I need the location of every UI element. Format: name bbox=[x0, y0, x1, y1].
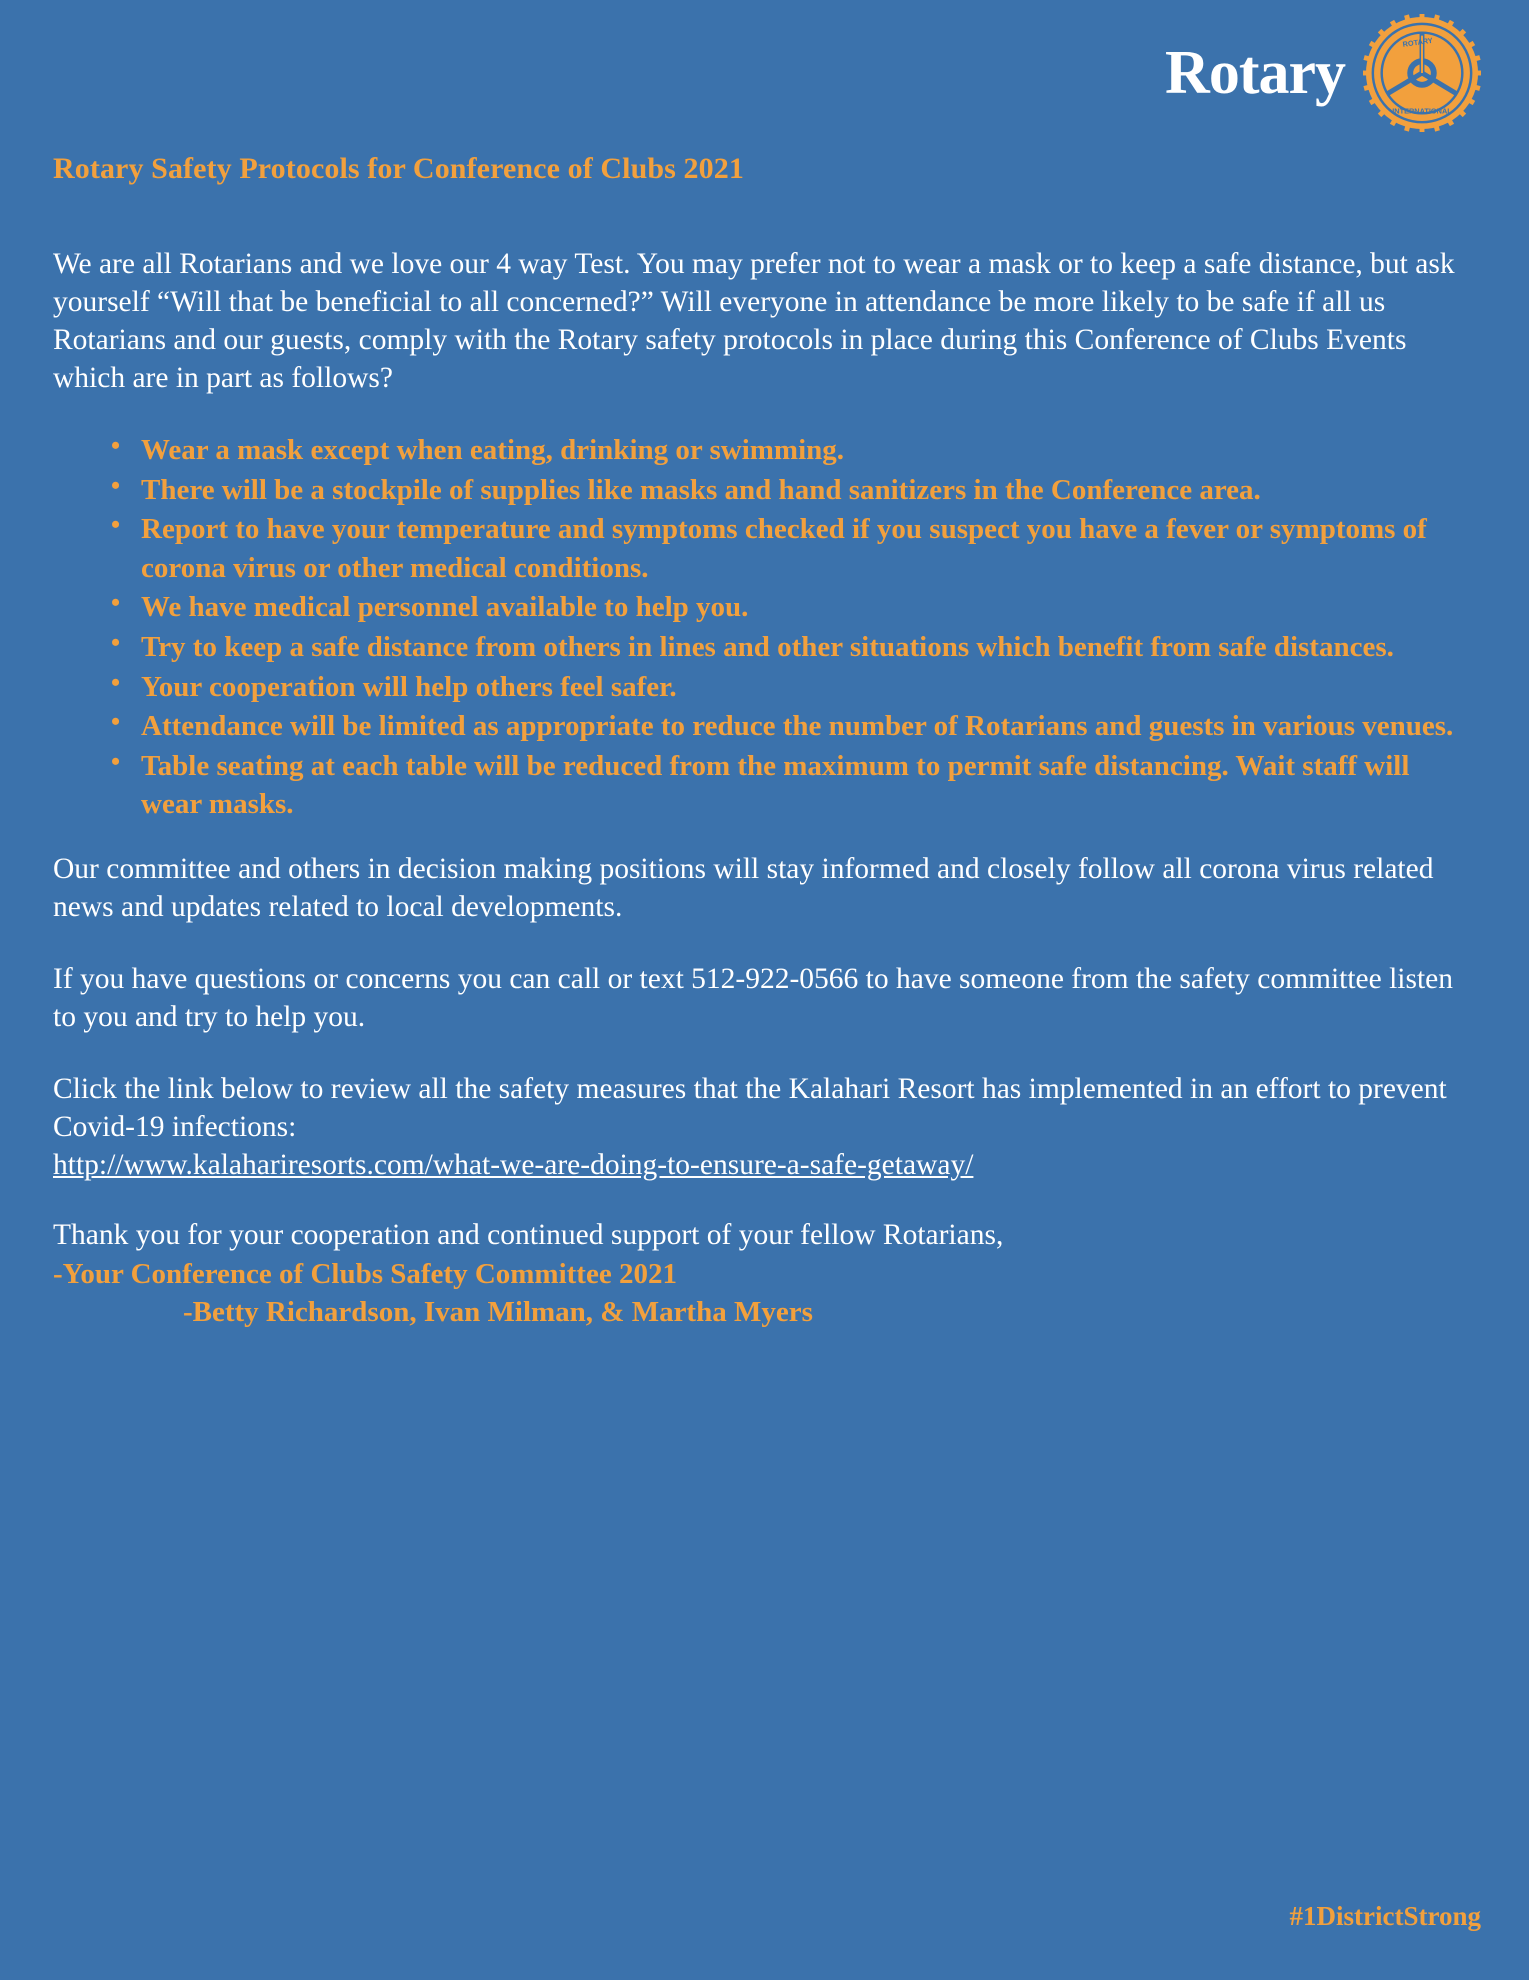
intro-paragraph: We are all Rotarians and we love our 4 way Test. You may prefer not to wear a mask or to keep a safe distance, but ask yourself “Will that be beneficial to all concerned?” Will everyone in attendance be more likely to be safe if all us Rotarians and our guests, comply with the Rotary safety protocols in place during this Conference of Clubs Events which are in part as follows? bbox=[53, 248, 1455, 395]
link-intro-paragraph bbox=[53, 1070, 1473, 1184]
signature-committee: -Your Conference of Clubs Safety Committee 2021 bbox=[53, 1258, 677, 1291]
list-item: • There will be a stockpile of supplies like masks and hand sanitizers in the Conference area. bbox=[105, 471, 1473, 510]
contact-paragraph: If you have questions or concerns you can call or text 512-922-0566 to have someone from the safety committee listen to you and try to help you. bbox=[53, 962, 1454, 1033]
list-item: • Table seating at each table will be reduced from the maximum to permit safe distancing. Wait staff will wear masks. bbox=[105, 747, 1473, 824]
list-item: • Your cooperation will help others feel safer. bbox=[105, 668, 1473, 707]
signature-block bbox=[53, 1256, 1473, 1331]
list-item: • Attendance will be limited as appropriate to reduce the number of Rotarians and guests in various venues. bbox=[105, 707, 1473, 746]
svg-text:INTERNATIONAL: INTERNATIONAL bbox=[1392, 106, 1452, 116]
list-item: • We have medical personnel available to help you. bbox=[105, 588, 1473, 627]
page-title: Rotary Safety Protocols for Conference of Clubs 2021 bbox=[53, 152, 744, 185]
rotary-logo-header bbox=[1165, 14, 1481, 132]
kalahari-safety-link[interactable]: http://www.kalahariresorts.com/what-we-are-doing-to-ensure-a-safe-getaway/ bbox=[53, 1149, 974, 1182]
protocol-list bbox=[53, 431, 1473, 824]
rotary-wordmark: Rotary bbox=[1165, 39, 1345, 107]
svg-text:ROTARY: ROTARY bbox=[1402, 35, 1434, 49]
list-item: • Wear a mask except when eating, drinking or swimming. bbox=[105, 431, 1473, 470]
rotary-wheel-icon bbox=[1363, 14, 1481, 132]
hashtag-footer: #1DistrictStrong bbox=[1289, 1901, 1481, 1931]
thanks-paragraph: Thank you for your cooperation and continued support of your fellow Rotarians, bbox=[53, 1219, 1004, 1252]
link-intro-text: Click the link below to review all the safety measures that the Kalahari Resort has implemented in an effort to prevent Covid-19 infections: bbox=[53, 1073, 1447, 1144]
list-item: • Try to keep a safe distance from others in lines and other situations which benefit from safe distances. bbox=[105, 628, 1473, 667]
document-body bbox=[53, 245, 1473, 1332]
list-item: • Report to have your temperature and symptoms checked if you suspect you have a fever or symptoms of corona virus or other medical conditions. bbox=[105, 510, 1473, 587]
signature-names: -Betty Richardson, Ivan Milman, & Martha Myers bbox=[183, 1295, 813, 1328]
committee-paragraph: Our committee and others in decision making positions will stay informed and closely follow all corona virus related news and updates related to local developments. bbox=[53, 852, 1434, 923]
